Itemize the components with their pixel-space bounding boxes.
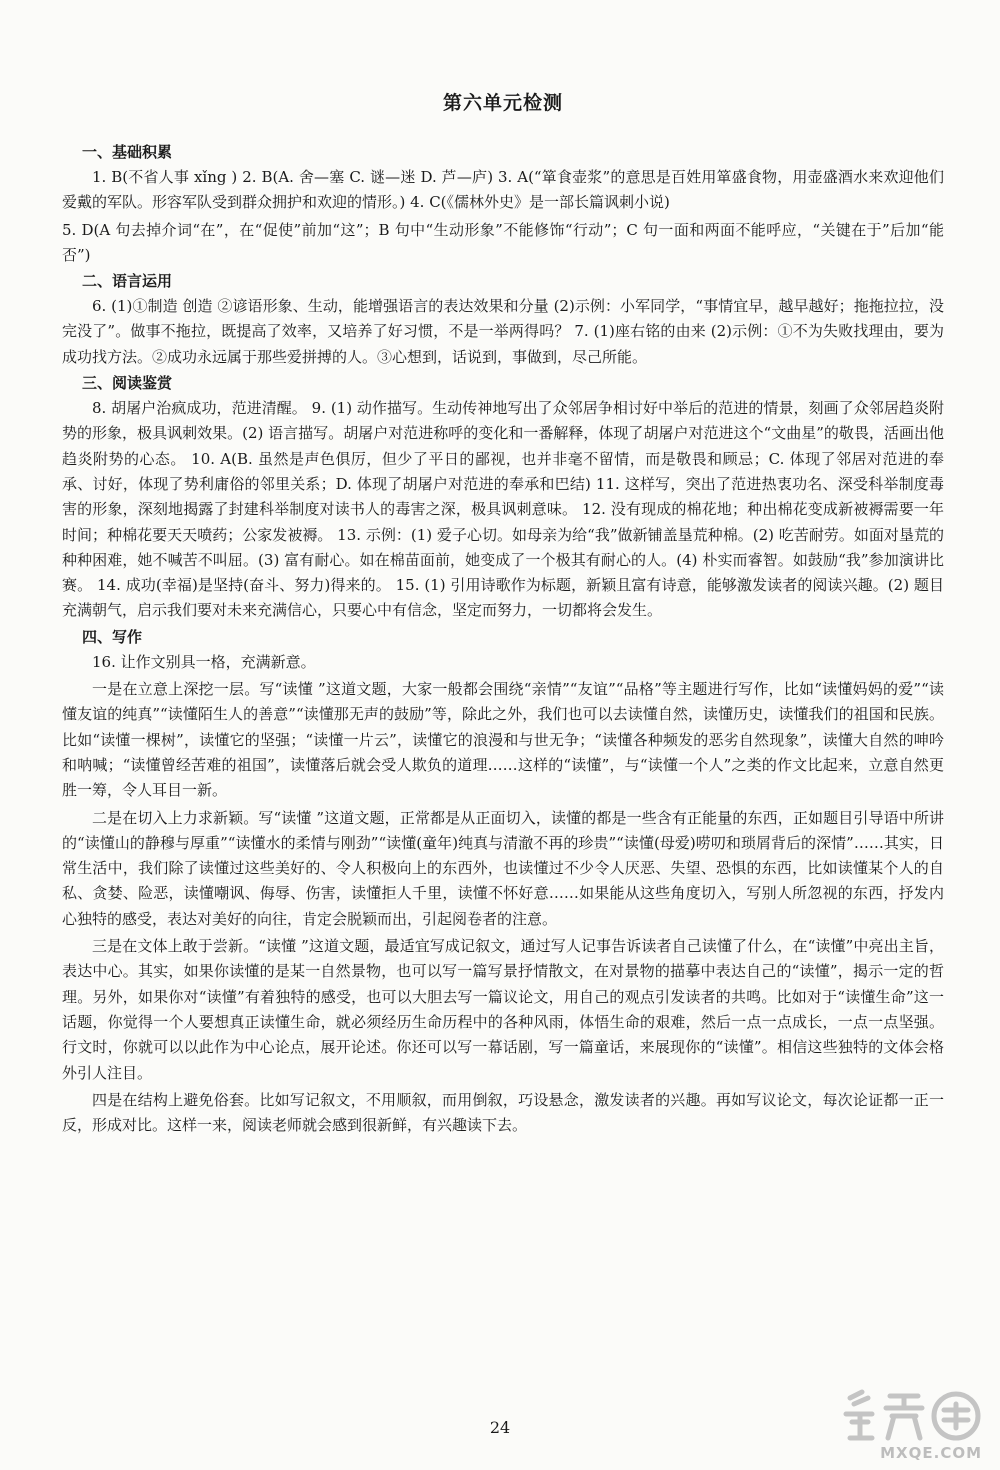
document-page [62,88,944,1140]
answer-paragraph: 二是在切入上力求新颖。写“读懂 ”这道文题，正常都是从正面切入，读懂的都是一些含有正能量的东西，正如题目引导语中所讲的“读懂山的静穆与厚重”“读懂水的柔情与刚劲”“读懂(童年)纯真与清澈不再的珍贵”“读懂(母爱)唠叨和琐屑背后的深情”……其实，日常生活中，我们除了读懂过这些美好的、令人积极向上的东西外，也读懂过不少令人厌恶、失望、恐惧的东西，比如读懂某个人的自私、贪婪、险恶，读懂嘲讽、侮辱、伤害，读懂拒人千里，读懂不怀好意……如果能从这些角度切入，写别人所忽视的东西，抒发内心独特的感受，表达对美好的向往，肯定会脱颖而出，引起阅卷者的注意。 [62,808,944,928]
answer-paragraph: 三是在文体上敢于尝新。“读懂 ”这道文题，最适宜写成记叙文，通过写人记事告诉读者自己读懂了什么，在“读懂”中亮出主旨，表达中心。其实，如果你读懂的是某一自然景物，也可以写一篇写景抒情散文，在对景物的描摹中表达自己的“读懂”，揭示一定的哲理。另外，如果你对“读懂”有着独特的感受，也可以大胆去写一篇议论文，用自己的观点引发读者的共鸣。比如对于“读懂生命”这一话题，你觉得一个人要想真正读懂生命，就必须经历生命历程中的各种风雨，体悟生命的艰难，然后一点一点成长，一点一点坚强。行文时，你就可以以此作为中心论点，展开论述。你还可以写一幕话剧，写一篇童话，来展现你的“读懂”。相信这些独特的文体会格外引人注目。 [62,937,944,1082]
watermark-site: MXQE.COM [880,1444,982,1462]
section-writing [62,626,944,1139]
section-heading: 三、阅读鉴赏 [82,374,173,393]
watermark-logo [832,1384,992,1464]
answer-paragraph: 一是在立意上深挖一层。写“读懂 ”这道文题，大家一般都会围绕“亲情”“友谊”“品格”等主题进行写作，比如“读懂妈妈的爱”“读懂友谊的纯真”“读懂陌生人的善意”“读懂那无声的鼓励”等，除此之外，我们也可以去读懂自然，读懂历史，读懂我们的祖国和民族。比如“读懂一棵树”，读懂它的坚强；“读懂一片云”，读懂它的浪漫和与世无争；“读懂各种频发的恶劣自然现象”，读懂大自然的呻吟和呐喊；“读懂曾经苦难的祖国”，读懂落后就会受人欺负的道理……这样的“读懂”，与“读懂一个人”之类的作文比起来，立意自然更胜一筹，令人耳目一新。 [62,680,944,800]
section-basic [62,141,944,268]
answer-paragraph: 5. D(A 句去掉介词“在”，在“促使”前加“这”；B 句中“生动形象”不能修饰“行动”；C 句一面和两面不能呼应，“关键在于”后加“能否”) [62,220,944,264]
answer-paragraph: 8. 胡屠户治疯成功，范进清醒。 9. (1) 动作描写。生动传神地写出了众邻居争相讨好中举后的范进的情景，刻画了众邻居趋炎附势的形象，极具讽刺效果。(2) 语言描写。胡屠户对范进称呼的变化和一番解释，体现了胡屠户对范进这个“文曲星”的敬畏，活画出他趋炎附势的心态。 10. A(B. 虽然是声色俱厉，但少了平日的鄙视，也并非毫不留情，而是敬畏和顾忌；C. 体现了邻居对范进的奉承、讨好，体现了势利庸俗的邻里关系；D. 体现了胡屠户对范进的奉承和巴结) 11. 这样写，突出了范进热衷功名、深受科举制度毒害的形象，深刻地揭露了封建科举制度对读书人的毒害之深，极具讽刺意味。 12. 没有现成的棉花地；种出棉花变成新被褥需要一年时间；种棉花要天天喷药；公家发被褥。 13. 示例：(1) 爱子心切。如母亲为给“我”做新铺盖垦荒种棉。(2) 吃苦耐劳。如面对垦荒的种种困难，她不喊苦不叫屈。(3) 富有耐心。如在棉苗面前，她变成了一个极其有耐心的人。(4) 朴实而睿智。如鼓励“我”参加演讲比赛。 14. 成功(幸福)是坚持(奋斗、努力)得来的。 15. (1) 引用诗歌作为标题，新颖且富有诗意，能够激发读者的阅读兴趣。(2) 题目充满朝气，启示我们要对未来充满信心，只要心中有信念，坚定而努力，一切都将会发生。 [62,399,944,620]
answer-paragraph: 16. 让作文别具一格，充满新意。 [92,652,316,671]
section-language [62,270,944,370]
section-heading: 四、写作 [82,627,143,646]
watermark-icon [832,1384,992,1444]
section-reading [62,372,944,624]
section-heading: 二、语言运用 [82,272,173,291]
section-heading: 一、基础积累 [82,143,173,161]
answer-paragraph: 6. (1)①制造 创造 ②谚语形象、生动，能增强语言的表达效果和分量 (2)示例：小军同学，“事情宜早，越早越好；拖拖拉拉，没完没了”。做事不拖拉，既提高了效率，又培养了好习惯，不是一举两得吗？ 7. (1)座右铭的由来 (2)示例：①不为失败找理由，要为成功找方法。②成功永远属于那些爱拼搏的人。③心想到，话说到，事做到，尽己所能。 [62,297,944,366]
page-number: 24 [489,1418,511,1437]
answer-paragraph: 1. B(不省人事 xǐng ) 2. B(A. 舍—塞 C. 谜—迷 D. 芦—庐) 3. A(“箪食壶浆”的意思是百姓用箪盛食物，用壶盛酒水来欢迎他们爱戴的军队。形容军队受到群众拥护和欢迎的情形。) 4. C(《儒林外史》是一部长篇讽刺小说) [62,168,944,212]
answer-paragraph: 四是在结构上避免俗套。比如写记叙文，不用顺叙，而用倒叙，巧设悬念，激发读者的兴趣。再如写议论文，每次论证都一正一反，形成对比。这样一来，阅读老师就会感到很新鲜，有兴趣读下去。 [62,1090,944,1135]
page-title: 第六单元检测 [442,92,563,114]
